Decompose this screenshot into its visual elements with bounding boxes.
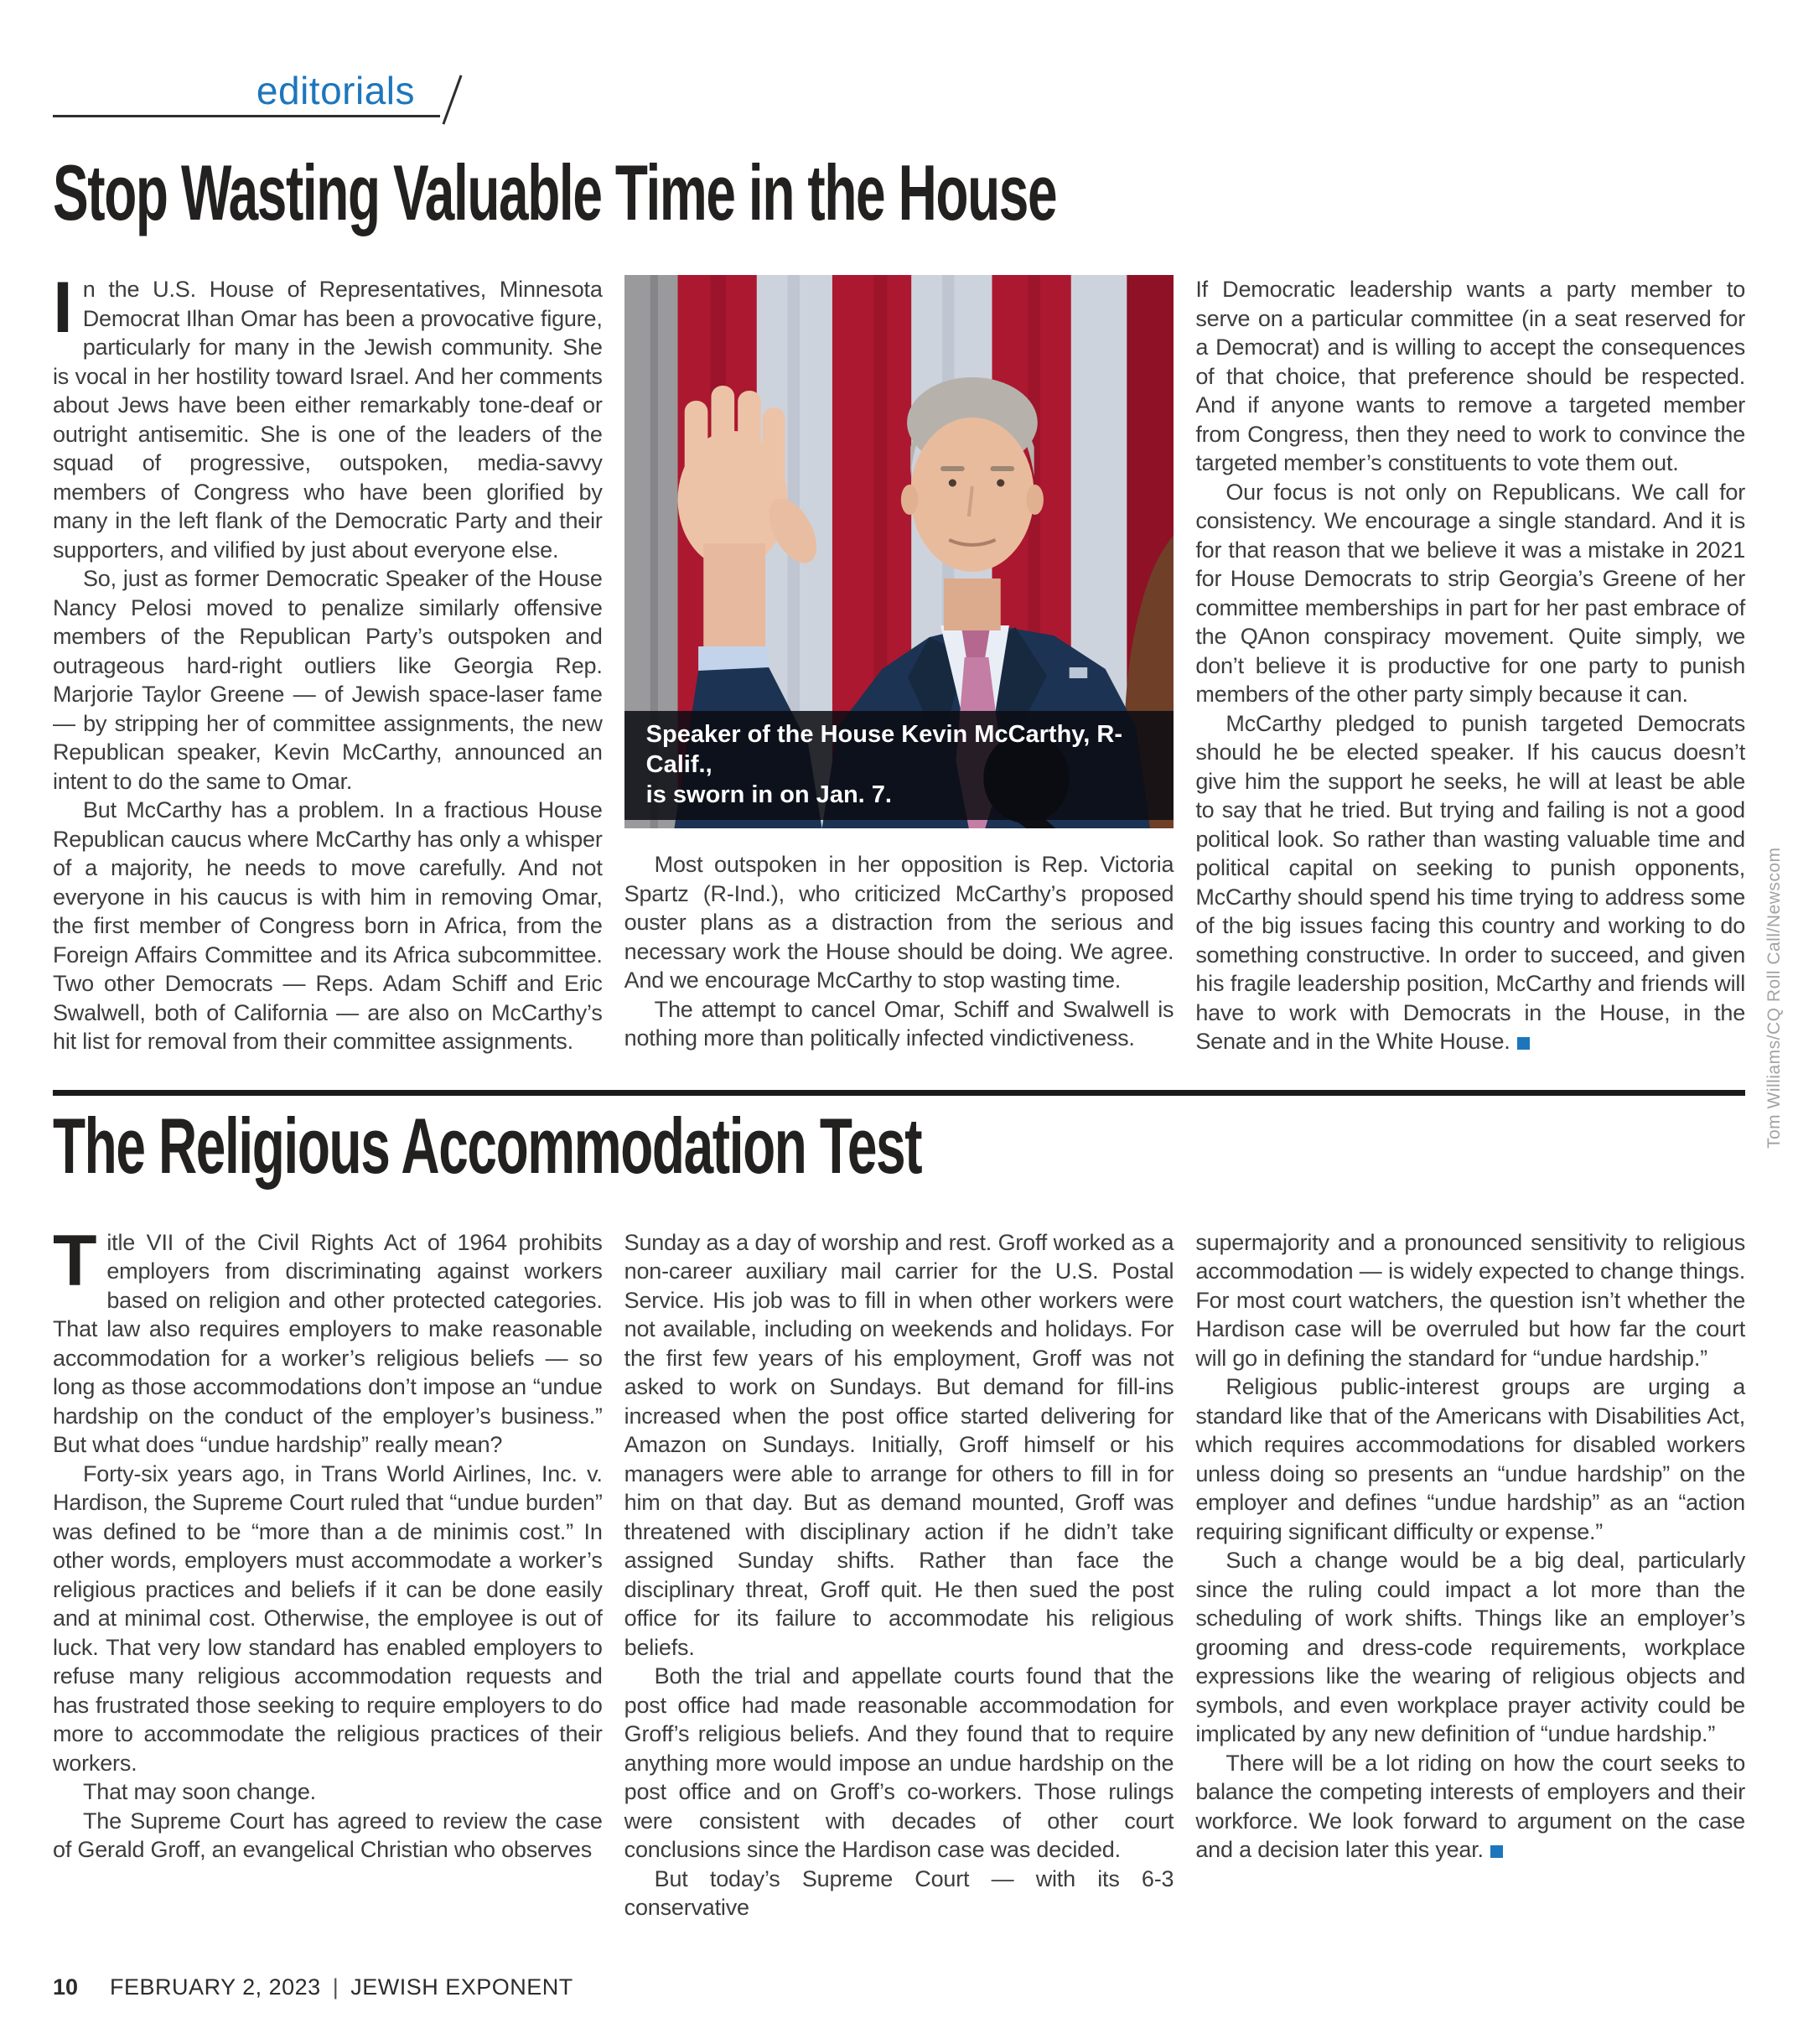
article-2-column-3: [1195, 1228, 1745, 1922]
section-header: [53, 70, 440, 117]
section-divider: [53, 1090, 1745, 1096]
paragraph: Forty-six years ago, in Trans World Airlines, Inc. v. Hardison, the Supreme Court ruled that “undue burden” was defined to be “more than a de minimis cost.” In other words, employers must accommodate a worker’s religious practices and beliefs if it can be done easily and at minimal cost. Otherwise, the employee is out of luck. That very low standard has enabled employers to refuse many religious accommodation requests and has frustrated those seeking to require employers to do more to accommodate the religious practices of their workers.: [53, 1460, 603, 1776]
article-2-column-2: [624, 1228, 1174, 1922]
article-2-column-1: [53, 1220, 603, 1922]
paragraph: But McCarthy has a problem. In a fractious House Republican caucus where McCarthy has only a whisper of a majority, he needs to move carefully. And not everyone in his caucus is with him in removing Omar, the first member of Congress born in Africa, from the Foreign Affairs Committee and its Africa subcommittee. Two other Democrats — Reps. Adam Schiff and Eric Swalwell, both of California — are also on McCarthy’s hit list for removal from their committee assignments.: [53, 797, 603, 1055]
article-1-title: Stop Wasting Valuable Time in the House: [53, 148, 1057, 237]
paragraph: In the U.S. House of Representatives, Minnesota Democrat Ilhan Omar has been a provocative figure, particularly for many in the Jewish community. She is vocal in her hostility toward Israel. And her comments about Jews have been either remarkably tone-deaf or outright antisemitic. She is one of the leaders of the squad of progressive, outspoken, media-savvy members of Congress who have been glorified by many in the left flank of the Democratic Party and their supporters, and vilified by just about everyone else.: [53, 267, 603, 563]
paragraph: McCarthy pledged to punish targeted Democrats should he be elected speaker. If his caucus doesn’t give him the support he seeks, he will at least be able to say that he tried. But trying and failing is not a good political look. So rather than wasting valuable time and political capital on seeking to punish opponents, McCarthy should spend his time trying to address some of the big issues facing this country and working to do something constructive. In order to succeed, and given his fragile leadership position, McCarthy and friends will have to work with Democrats in the House, in the Senate and in the White House.: [1195, 710, 1746, 1055]
footer-date: FEBRUARY 2, 2023: [110, 1974, 321, 2000]
paragraph: If Democratic leadership wants a party member to serve on a particular committee (in a seat reserved for a Democrat) and is willing to accept the consequences of that choice, that preference should be respected. And if anyone wants to remove a targeted member from Congress, then they need to work to convince the targeted member’s constituents to vote them out.: [1195, 277, 1746, 476]
header-slash: [442, 75, 462, 124]
section-label: editorials: [256, 69, 415, 112]
page-footer: [53, 1974, 573, 2000]
photo-credit: Tom Williams/CQ Roll Call/Newscom: [1764, 847, 1784, 1149]
paragraph: So, just as former Democratic Speaker of the House Nancy Pelosi moved to penalize similarly offensive members of the Republican Party’s outspoken and outrageous hard-right outliers like Georgia Rep. Marjorie Taylor Greene — of Jewish space-laser fame — by stripping her of committee assignments, the new Republican speaker, Kevin McCarthy, announced an intent to do the same to Omar.: [53, 566, 603, 794]
lapel-pin: [1069, 667, 1087, 678]
paragraph: Sunday as a day of worship and rest. Groff worked as a non-career auxiliary mail carrier for the U.S. Postal Service. His job was to fill in when other workers were not available, including on weekends and holidays. For the first few years of his employment, Groff was not asked to work on Sundays. But demand for fill-ins increased when the post office started delivering for Amazon on Sundays. Initially, Groff himself or his managers were able to arrange for others to fill in for him on that day. But as demand mounted, Groff was threatened with disciplinary action if he didn’t take assigned Sunday shifts. Rather than face the disciplinary threat, Groff quit. He then sued the post office for its failure to accommodate his religious beliefs.: [624, 1229, 1174, 1660]
paragraph: That may soon change.: [83, 1779, 316, 1805]
header-rule: [53, 115, 440, 117]
article-2-columns: [53, 1220, 1746, 1922]
paragraph: Religious public-interest groups are urging a standard like that of the Americans with Disabilities Act, which requires accommodations for disabled workers unless doing so presents an “undue hardship” on the employer and defines “undue hardship” as an “action requiring significant difficulty or expense.”: [1195, 1374, 1746, 1544]
end-mark-icon: [1517, 1037, 1530, 1050]
paragraph: The Supreme Court has agreed to review the case of Gerald Groff, an evangelical Christian who observes: [53, 1808, 603, 1863]
article-1-columns: [53, 267, 1746, 1056]
mccarthy-photo: [624, 275, 1174, 828]
paragraph: But today’s Supreme Court — with its 6-3 conservative: [624, 1865, 1174, 1921]
footer-separator: |: [332, 1974, 339, 2000]
drop-cap: I: [53, 267, 73, 349]
ear: [1026, 485, 1043, 515]
paragraph: The attempt to cancel Omar, Schiff and Swalwell is nothing more than politically infected vindictiveness.: [624, 996, 1174, 1051]
article-1-column-2: [624, 275, 1174, 1056]
paragraph: Title VII of the Civil Rights Act of 1964 prohibits employers from discriminating against workers based on religion and other protected categories. That law also requires employers to make reasonable accommodation for a worker’s religious beliefs — so long as those accommodations don’t impose an “undue hardship on the conduct of the employer’s business.” But what does “undue hardship” really mean?: [53, 1220, 603, 1458]
paragraph: Most outspoken in her opposition is Rep. Victoria Spartz (R-Ind.), who criticized McCarthy’s proposed ouster plans as a distraction from the serious and necessary work the House should be doing. We agree. And we encourage McCarthy to stop wasting time.: [624, 852, 1174, 993]
photo-caption: Speaker of the House Kevin McCarthy, R-Calif., is sworn in on Jan. 7.: [624, 711, 1174, 820]
paragraph: Both the trial and appellate courts found that the post office had made reasonable accommodation for Groff’s religious beliefs. And they found that to require anything more would impose an undue hardship on the post office and on Groff’s co-workers. Those rulings were consistent with decades of other court conclusions since the Hardison case was decided.: [624, 1663, 1174, 1863]
ear: [901, 485, 918, 515]
neck: [944, 578, 1001, 630]
paragraph: Such a change would be a big deal, particularly since the ruling could impact a lot more than the scheduling of work shifts. Things like an employer’s grooming and dress-code requirements, workplace expressions like the wearing of religious objects and symbols, and even workplace prayer activity could be implicated by any new definition of “undue hardship.”: [1195, 1548, 1746, 1747]
paragraph: There will be a lot riding on how the court seeks to balance the competing interests of employers and their workforce. We look forward to argument on the case and a decision later this year.: [1195, 1750, 1746, 1863]
page-number: 10: [53, 1974, 79, 2000]
end-mark-icon: [1490, 1845, 1503, 1858]
article-1-column-3: [1195, 275, 1745, 1056]
paragraph: supermajority and a pronounced sensitivity to religious accommodation — is widely expected to change things. For most court watchers, the question isn’t whether the Hardison case will be overruled but how far the court will go in defining the standard for “undue hardship.”: [1195, 1229, 1746, 1371]
article-1-column-1: [53, 267, 603, 1056]
drop-cap: T: [53, 1220, 97, 1301]
paragraph: Our focus is not only on Republicans. We call for consistency. We encourage a single standard. And it is for that reason that we believe it was a mistake in 2021 for House Democrats to strip Georgia’s Greene of her committee memberships in part for her past embrace of the QAnon conspiracy movement. Quite simply, we don’t believe it is productive for one party to punish members of the other party simply because it can.: [1195, 479, 1746, 708]
footer-publication: JEWISH EXPONENT: [350, 1974, 573, 2000]
article-2-title: The Religious Accommodation Test: [53, 1101, 922, 1190]
